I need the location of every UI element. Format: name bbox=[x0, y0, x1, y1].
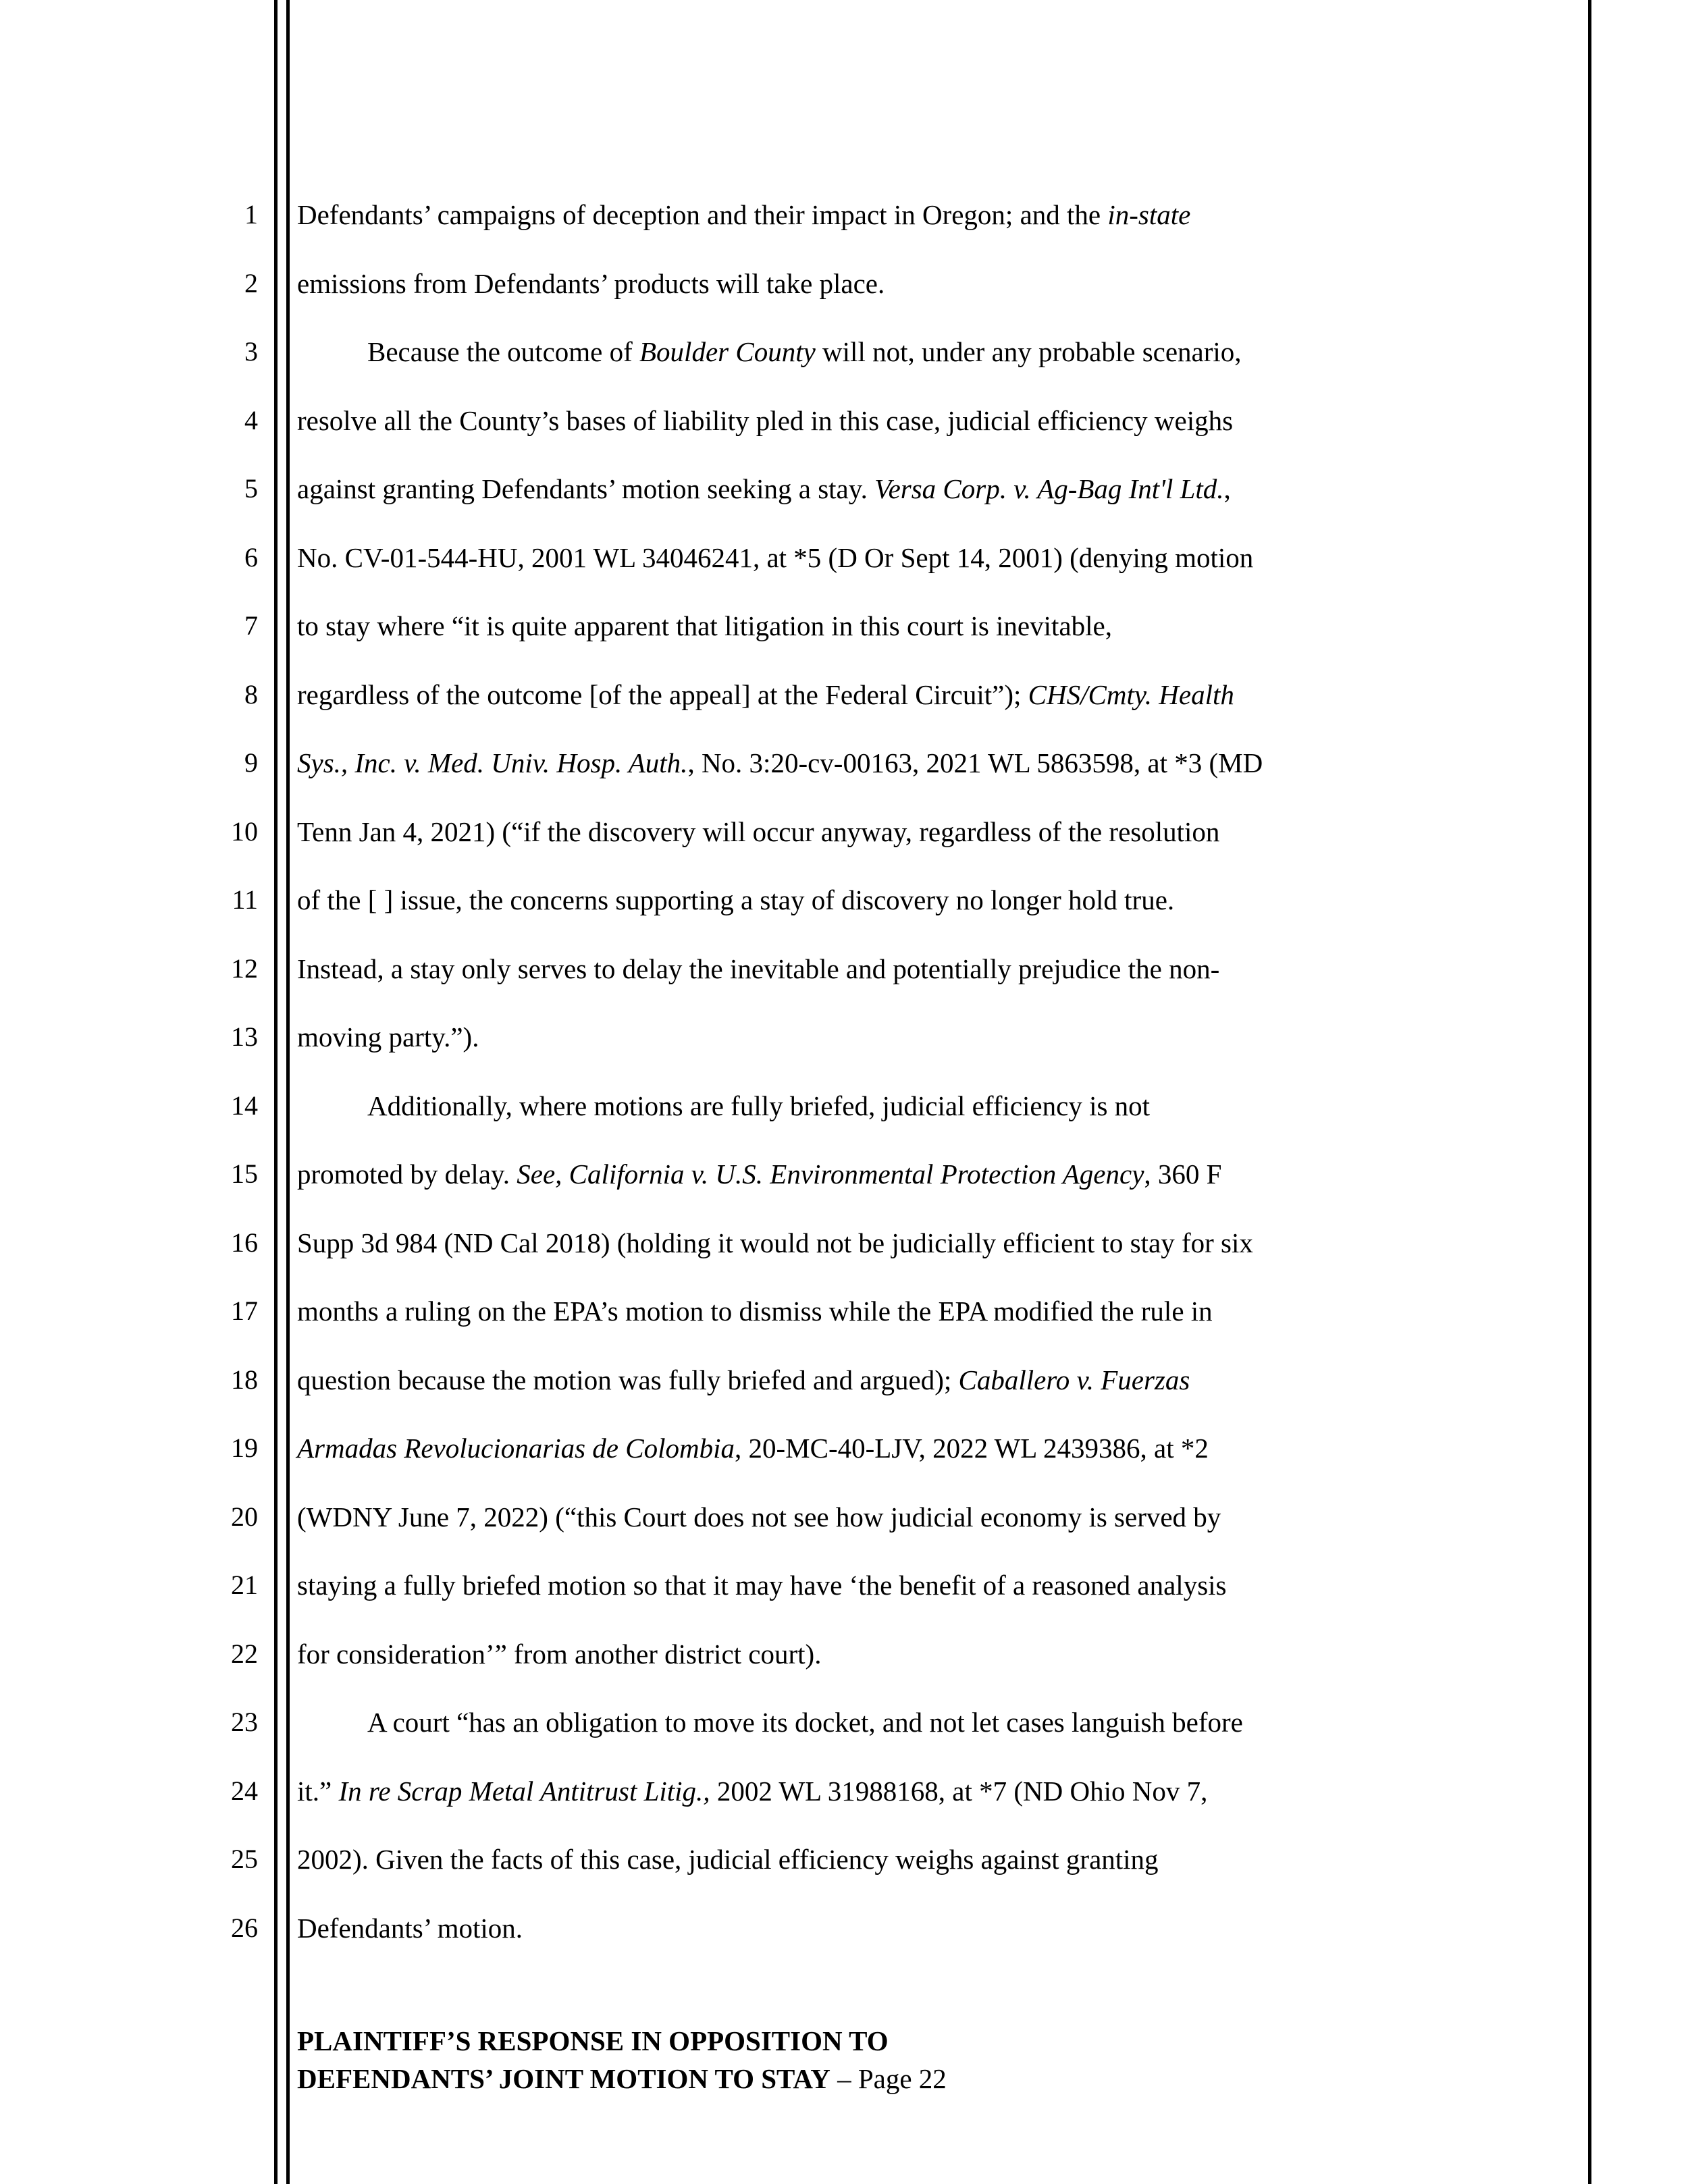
text-run: resolve all the County’s bases of liability pled in this case, judicial efficiency weighs bbox=[297, 404, 1234, 436]
text-line-content bbox=[297, 1433, 1209, 1464]
text-line-content bbox=[297, 199, 1190, 230]
text-run: for consideration’” from another district court). bbox=[297, 1638, 822, 1670]
footer-line-1: PLAINTIFF’S RESPONSE IN OPPOSITION TO bbox=[297, 2025, 889, 2056]
italic-run: CHS/Cmty. Health bbox=[1028, 678, 1234, 710]
italic-run: Versa Corp. v. Ag-Bag Int'l Ltd. bbox=[874, 473, 1224, 504]
text-line-content bbox=[297, 1501, 1221, 1533]
text-run: months a ruling on the EPA’s motion to dismiss while the EPA modified the rule in bbox=[297, 1296, 1213, 1327]
text-line bbox=[297, 798, 1579, 867]
text-line bbox=[297, 1346, 1579, 1415]
text-line-content bbox=[297, 1021, 479, 1053]
right-margin-rule bbox=[1588, 0, 1591, 2184]
line-number: 17 bbox=[231, 1296, 258, 1326]
text-run: it.” bbox=[297, 1775, 339, 1807]
text-run: question because the motion was fully briefed and argued); bbox=[297, 1364, 959, 1395]
text-line-content bbox=[297, 1090, 1150, 1121]
text-line bbox=[297, 1483, 1579, 1552]
text-run: (WDNY June 7, 2022) (“this Court does not see how judicial economy is served by bbox=[297, 1501, 1221, 1533]
text-line bbox=[297, 250, 1579, 319]
text-line-content bbox=[297, 610, 1112, 641]
text-line bbox=[297, 1003, 1579, 1072]
text-line-content bbox=[297, 747, 1263, 778]
text-line-content bbox=[297, 953, 1219, 984]
text-line-content bbox=[297, 405, 1233, 436]
text-line-content bbox=[297, 1913, 523, 1944]
text-line-content bbox=[297, 473, 1231, 504]
italic-run: Armadas Revolucionarias de Colombia bbox=[297, 1433, 735, 1464]
text-line-content bbox=[297, 1227, 1253, 1258]
italic-run: in-state bbox=[1107, 199, 1191, 230]
line-number: 18 bbox=[231, 1364, 258, 1395]
line-number: 22 bbox=[231, 1638, 258, 1669]
footer-page-label: – Page 22 bbox=[830, 2063, 947, 2094]
text-line bbox=[297, 1757, 1579, 1826]
text-line bbox=[297, 729, 1579, 798]
line-number: 3 bbox=[244, 336, 258, 367]
line-number: 16 bbox=[231, 1227, 258, 1258]
italic-run: Caballero v. Fuerzas bbox=[958, 1364, 1190, 1395]
line-number: 8 bbox=[244, 678, 258, 710]
text-line-content bbox=[297, 268, 885, 299]
text-run: Supp 3d 984 (ND Cal 2018) (holding it would not be judicially efficient to stay for six bbox=[297, 1227, 1253, 1258]
text-line-content bbox=[297, 816, 1219, 847]
line-number: 2 bbox=[244, 267, 258, 298]
text-line bbox=[297, 592, 1579, 661]
text-line bbox=[297, 1826, 1579, 1894]
footer-title-bold: DEFENDANTS’ JOINT MOTION TO STAY bbox=[297, 2063, 830, 2094]
line-number: 15 bbox=[231, 1158, 258, 1189]
text-line-content bbox=[297, 1776, 1207, 1807]
line-number-gutter bbox=[169, 0, 258, 2184]
text-run: , bbox=[1223, 473, 1231, 504]
text-line-content bbox=[297, 542, 1253, 573]
italic-run: Boulder County bbox=[639, 336, 816, 367]
line-number: 12 bbox=[231, 953, 258, 984]
line-number: 7 bbox=[244, 610, 258, 641]
line-number: 11 bbox=[232, 884, 258, 915]
text-line bbox=[297, 1414, 1579, 1483]
italic-run: Sys., Inc. v. Med. Univ. Hosp. Auth. bbox=[297, 747, 688, 778]
text-run: No. CV-01-544-HU, 2001 WL 34046241, at *5 (D Or Sept 14, 2001) (denying motion bbox=[297, 541, 1254, 573]
text-run: moving party.”). bbox=[297, 1021, 479, 1053]
line-number: 13 bbox=[231, 1021, 258, 1052]
text-line bbox=[297, 661, 1579, 730]
text-line bbox=[297, 1140, 1579, 1209]
text-run: regardless of the outcome [of the appeal] at the Federal Circuit”); bbox=[297, 678, 1028, 710]
line-number: 6 bbox=[244, 541, 258, 572]
text-line bbox=[297, 318, 1579, 387]
line-number: 25 bbox=[231, 1844, 258, 1874]
text-run: Additionally, where motions are fully briefed, judicial efficiency is not bbox=[367, 1090, 1151, 1121]
text-run: against granting Defendants’ motion seeking a stay. bbox=[297, 473, 875, 504]
text-run: to stay where “it is quite apparent that litigation in this court is inevitable, bbox=[297, 610, 1112, 641]
footer-line-2 bbox=[297, 2060, 1579, 2098]
text-line bbox=[297, 1688, 1579, 1757]
italic-run: See, California v. U.S. Environmental Protection Agency bbox=[517, 1158, 1144, 1190]
line-number: 1 bbox=[244, 199, 258, 230]
line-number: 4 bbox=[244, 404, 258, 435]
text-line bbox=[297, 935, 1579, 1004]
line-number: 21 bbox=[231, 1570, 258, 1600]
text-run: , 20-MC-40-LJV, 2022 WL 2439386, at *2 bbox=[734, 1433, 1209, 1464]
text-line-content bbox=[297, 1364, 1190, 1395]
page-footer bbox=[297, 2022, 1579, 2098]
left-outer-rule bbox=[274, 0, 278, 2184]
line-number: 24 bbox=[231, 1775, 258, 1806]
line-number: 20 bbox=[231, 1501, 258, 1532]
text-line bbox=[297, 1277, 1579, 1346]
line-number: 26 bbox=[231, 1912, 258, 1943]
text-line-content bbox=[297, 1158, 1221, 1190]
text-run: Defendants’ campaigns of deception and their impact in Oregon; and the bbox=[297, 199, 1108, 230]
text-line-content bbox=[297, 1707, 1243, 1738]
line-number: 5 bbox=[244, 473, 258, 504]
text-line bbox=[297, 866, 1579, 935]
line-number: 9 bbox=[244, 747, 258, 778]
document-body bbox=[297, 181, 1579, 1963]
text-line-content bbox=[297, 679, 1234, 710]
text-line bbox=[297, 181, 1579, 250]
text-line bbox=[297, 1551, 1579, 1620]
text-line bbox=[297, 455, 1579, 524]
text-line-content bbox=[297, 1844, 1159, 1875]
text-run: Tenn Jan 4, 2021) (“if the discovery will occur anyway, regardless of the resolution bbox=[297, 816, 1220, 847]
text-line-content bbox=[297, 1639, 821, 1670]
text-run: will not, under any probable scenario, bbox=[815, 336, 1242, 367]
text-line bbox=[297, 524, 1579, 593]
line-number: 19 bbox=[231, 1433, 258, 1463]
text-run: 2002). Given the facts of this case, judicial efficiency weighs against granting bbox=[297, 1844, 1159, 1875]
text-line-content bbox=[297, 336, 1242, 367]
text-line-content bbox=[297, 1570, 1227, 1601]
text-run: A court “has an obligation to move its docket, and not let cases languish before bbox=[367, 1707, 1243, 1738]
text-line-content bbox=[297, 884, 1174, 915]
text-run: staying a fully briefed motion so that it may have ‘the benefit of a reasoned analysis bbox=[297, 1570, 1227, 1601]
text-run: , No. 3:20-cv-00163, 2021 WL 5863598, at *3 (MD bbox=[687, 747, 1263, 778]
left-inner-rule bbox=[286, 0, 290, 2184]
text-run: Defendants’ motion. bbox=[297, 1912, 523, 1944]
line-number: 10 bbox=[231, 816, 258, 847]
text-run: 2002 WL 31988168, at *7 (ND Ohio Nov 7, bbox=[710, 1775, 1208, 1807]
text-line bbox=[297, 1894, 1579, 1963]
text-run: Instead, a stay only serves to delay the inevitable and potentially prejudice the non- bbox=[297, 953, 1220, 984]
text-line bbox=[297, 1620, 1579, 1689]
line-number: 23 bbox=[231, 1707, 258, 1737]
text-run: promoted by delay. bbox=[297, 1158, 517, 1190]
text-line bbox=[297, 387, 1579, 456]
text-line bbox=[297, 1209, 1579, 1278]
text-run: of the [ ] issue, the concerns supporting a stay of discovery no longer hold true. bbox=[297, 884, 1175, 915]
text-line-content bbox=[297, 1296, 1213, 1327]
text-run: , 360 F bbox=[1144, 1158, 1222, 1190]
text-run: Because the outcome of bbox=[367, 336, 640, 367]
italic-run: In re Scrap Metal Antitrust Litig., bbox=[338, 1775, 710, 1807]
text-line bbox=[297, 1072, 1579, 1141]
line-number: 14 bbox=[231, 1090, 258, 1121]
text-run: emissions from Defendants’ products will take place. bbox=[297, 267, 885, 299]
